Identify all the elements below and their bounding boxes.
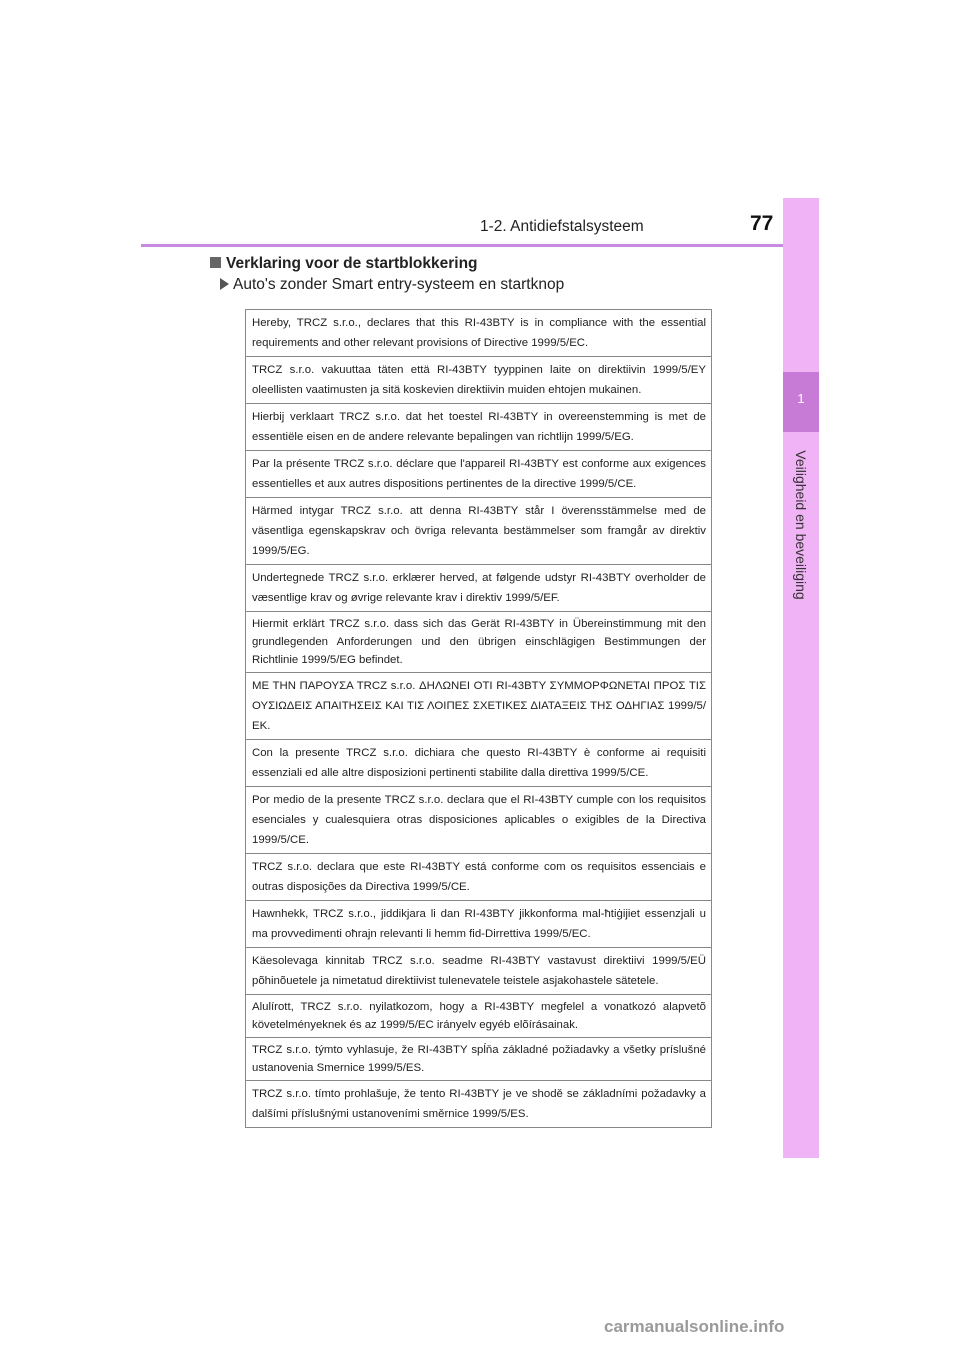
declaration-el: ΜΕ ΤΗΝ ΠΑΡΟΥΣΑ TRCZ s.r.o. ΔΗΛΩΝΕΙ ΟΤΙ RI-43BTY ΣΥΜΜΟΡΦΩΝΕΤΑΙ ΠΡΟΣ ΤΙΣ ΟΥΣΙΩΔΕΙΣ ΑΠΑΙΤΗΣΕΙΣ ΚΑΙ ΤΙΣ ΛΟΙΠΕΣ ΣΧΕΤΙΚΕΣ ΔΙΑΤΑΞΕΙΣ ΤΗΣ ΟΔΗΓΙΑΣ 1999/5/ΕΚ. xyxy=(246,673,711,740)
declaration-en: Hereby, TRCZ s.r.o., declares that this RI-43BTY is in compliance with the essential requirements and other relevant provisions of Directive 1999/5/EC. xyxy=(246,310,711,357)
section-heading xyxy=(210,255,478,273)
declaration-nl: Hierbij verklaart TRCZ s.r.o. dat het toestel RI-43BTY in overeenstemming is met de essentiële eisen en de andere relevante bepalingen van richtlijn 1999/5/EG. xyxy=(246,404,711,451)
chapter-side-tab xyxy=(783,198,819,1158)
page-number: 77 xyxy=(750,212,774,235)
declaration-pt: TRCZ s.r.o. declara que este RI-43BTY está conforme com os requisitos essenciais e outras disposições da Directiva 1999/5/CE. xyxy=(246,854,711,901)
section-heading-text: Verklaring voor de startblokkering xyxy=(226,255,478,272)
section-title: 1-2. Antidiefstalsysteem xyxy=(480,218,644,235)
watermark-text: carmanualsonline.info xyxy=(604,1317,785,1336)
declaration-sv: Härmed intygar TRCZ s.r.o. att denna RI-43BTY står I överensstämmelse med de väsentliga egenskapskrav och övriga relevanta bestämmelser som framgår av direktiv 1999/5/EG. xyxy=(246,498,711,565)
declaration-et: Käesolevaga kinnitab TRCZ s.r.o. seadme RI-43BTY vastavust direktiivi 1999/5/EÜ põhinõuetele ja nimetatud direktiivist tulenevatele teistele asjakohastele sätetele. xyxy=(246,948,711,995)
declaration-sk: TRCZ s.r.o. týmto vyhlasuje, že RI-43BTY spĺňa základné požiadavky a všetky príslušné ustanovenia Smernice 1999/5/ES. xyxy=(246,1038,711,1081)
chapter-number: 1 xyxy=(797,391,805,406)
subheading xyxy=(220,276,564,294)
declaration-fr: Par la présente TRCZ s.r.o. déclare que l'appareil RI-43BTY est conforme aux exigences essentielles et aux autres dispositions pertinentes de la directive 1999/5/CE. xyxy=(246,451,711,498)
subheading-text: Auto's zonder Smart entry-systeem en startknop xyxy=(233,276,565,293)
declaration-da: Undertegnede TRCZ s.r.o. erklærer herved, at følgende udstyr RI-43BTY overholder de væsentlige krav og øvrige relevante krav i direktiv 1999/5/EF. xyxy=(246,565,711,612)
declaration-it: Con la presente TRCZ s.r.o. dichiara che questo RI-43BTY è conforme ai requisiti essenziali ed alle altre disposizioni pertinenti stabilite dalla direttiva 1999/5/CE. xyxy=(246,740,711,787)
declaration-fi: TRCZ s.r.o. vakuuttaa täten että RI-43BTY tyyppinen laite on direktiivin 1999/5/EY oleellisten vaatimusten ja sitä koskevien direktiivin muiden ehtojen mukainen. xyxy=(246,357,711,404)
chapter-title: Veiligheid en beveiliging xyxy=(793,450,809,600)
declaration-de: Hiermit erklärt TRCZ s.r.o. dass sich das Gerät RI-43BTY in Übereinstimmung mit den grundlegenden Anforderungen und den übrigen einschlägigen Bestimmungen der Richtlinie 1999/5/EG befindet. xyxy=(246,612,711,673)
triangle-bullet-icon xyxy=(220,278,229,290)
declaration-es: Por medio de la presente TRCZ s.r.o. declara que el RI-43BTY cumple con los requisitos esenciales y cualesquiera otras disposiciones aplicables o exigibles de la Directiva 1999/5/CE. xyxy=(246,787,711,854)
square-bullet-icon xyxy=(210,257,221,268)
declaration-hu: Alulírott, TRCZ s.r.o. nyilatkozom, hogy a RI-43BTY megfelel a vonatkozó alapvetõ követelményeknek és az 1999/5/EC irányelv egyéb elõírásainak. xyxy=(246,995,711,1038)
declaration-mt: Hawnhekk, TRCZ s.r.o., jiddikjara li dan RI-43BTY jikkonforma mal-ħtiġijiet essenzjali u ma provvedimenti oħrajn relevanti li hemm fid-Dirrettiva 1999/5/EC. xyxy=(246,901,711,948)
declarations-table xyxy=(245,309,712,1128)
declaration-cs: TRCZ s.r.o. tímto prohlašuje, že tento RI-43BTY je ve shodě se základními požadavky a dalšími příslušnými ustanoveními směrnice 1999/5/ES. xyxy=(252,1088,706,1120)
header-rule xyxy=(141,244,819,247)
